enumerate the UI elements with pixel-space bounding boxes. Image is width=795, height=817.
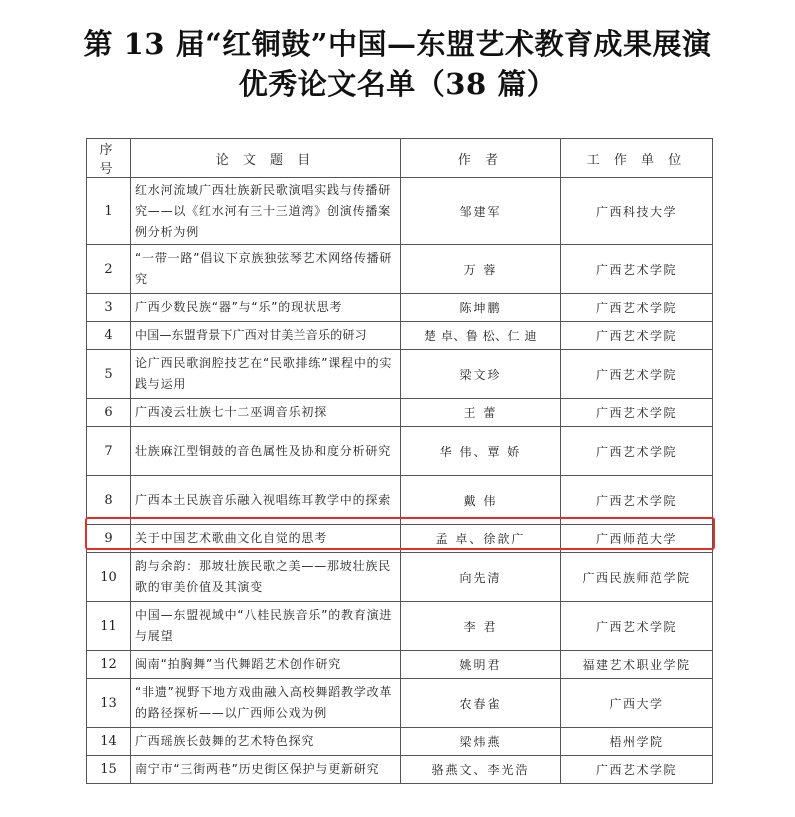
cell-author: 骆燕文、李光浩: [401, 756, 561, 784]
cell-title: 壮族麻江型铜鼓的音色属性及协和度分析研究: [131, 427, 401, 476]
cell-unit: 广西科技大学: [561, 178, 713, 245]
table-header-row: [87, 139, 713, 178]
table-row: [87, 728, 713, 756]
table-row: [87, 602, 713, 651]
cell-no: 15: [87, 756, 131, 784]
cell-title: 闽南“拍胸舞”当代舞蹈艺术创作研究: [131, 651, 401, 679]
cell-title: 广西本土民族音乐融入视唱练耳教学中的探索: [131, 476, 401, 525]
cell-no: 7: [87, 427, 131, 476]
cell-no: 9: [87, 525, 131, 553]
cell-author: 向先清: [401, 553, 561, 602]
cell-author: 孟 卓、徐歆广: [401, 525, 561, 553]
cell-title: 广西凌云壮族七十二巫调音乐初探: [131, 399, 401, 427]
cell-no: 3: [87, 294, 131, 322]
cell-unit: 广西艺术学院: [561, 350, 713, 399]
cell-author: 邹建军: [401, 178, 561, 245]
page-left-edge: [0, 0, 16, 817]
table-row: [87, 553, 713, 602]
cell-no: 4: [87, 322, 131, 350]
table-row: [87, 245, 713, 294]
cell-unit: 广西艺术学院: [561, 322, 713, 350]
table-row: [87, 756, 713, 784]
cell-author: 农春雀: [401, 679, 561, 728]
header-author: 作 者: [401, 139, 561, 178]
cell-title: 南宁市“三街两巷”历史街区保护与更新研究: [131, 756, 401, 784]
table-row: [87, 427, 713, 476]
cell-author: 姚明君: [401, 651, 561, 679]
cell-unit: 广西艺术学院: [561, 245, 713, 294]
cell-no: 14: [87, 728, 131, 756]
cell-title: 韵与余韵：那坡壮族民歌之美——那坡壮族民歌的审美价值及其演变: [131, 553, 401, 602]
header-title: 论 文 题 目: [131, 139, 401, 178]
cell-author: 李 君: [401, 602, 561, 651]
cell-no: 5: [87, 350, 131, 399]
table-row: [87, 178, 713, 245]
cell-author: 梁炜燕: [401, 728, 561, 756]
cell-author: 王 蕾: [401, 399, 561, 427]
cell-author: 楚 卓、鲁 松、仁 迪: [401, 322, 561, 350]
cell-title: 关于中国艺术歌曲文化自觉的思考: [131, 525, 401, 553]
table-row: [87, 476, 713, 525]
cell-title: “一带一路”倡议下京族独弦琴艺术网络传播研究: [131, 245, 401, 294]
cell-unit: 梧州学院: [561, 728, 713, 756]
cell-title: 论广西民歌润腔技艺在“民歌排练”课程中的实践与运用: [131, 350, 401, 399]
cell-no: 2: [87, 245, 131, 294]
cell-author: 梁文珍: [401, 350, 561, 399]
cell-unit: 广西艺术学院: [561, 756, 713, 784]
cell-no: 13: [87, 679, 131, 728]
cell-author: 戴 伟: [401, 476, 561, 525]
cell-no: 11: [87, 602, 131, 651]
cell-unit: 广西艺术学院: [561, 427, 713, 476]
cell-author: 华 伟、覃 娇: [401, 427, 561, 476]
cell-title: 红水河流域广西壮族新民歌演唱实践与传播研究——以《红水河有三十三道湾》创演传播案例分析为例: [131, 178, 401, 245]
cell-unit: 广西民族师范学院: [561, 553, 713, 602]
table-row: [87, 322, 713, 350]
table-row: [87, 525, 713, 553]
cell-no: 1: [87, 178, 131, 245]
table-row: [87, 679, 713, 728]
cell-author: 万 蓉: [401, 245, 561, 294]
cell-no: 12: [87, 651, 131, 679]
title-line-2: 优秀论文名单（38 篇）: [238, 67, 557, 101]
table-row: [87, 350, 713, 399]
cell-title: 中国—东盟视域中“八桂民族音乐”的教育演进与展望: [131, 602, 401, 651]
cell-no: 6: [87, 399, 131, 427]
cell-unit: 广西艺术学院: [561, 602, 713, 651]
cell-no: 8: [87, 476, 131, 525]
cell-unit: 广西艺术学院: [561, 399, 713, 427]
header-unit: 工 作 单 位: [561, 139, 713, 178]
cell-unit: 广西大学: [561, 679, 713, 728]
cell-unit: 福建艺术职业学院: [561, 651, 713, 679]
cell-unit: 广西师范大学: [561, 525, 713, 553]
cell-title: “非遗”视野下地方戏曲融入高校舞蹈教学改革的路径探析——以广西师公戏为例: [131, 679, 401, 728]
document-title: [0, 24, 795, 104]
cell-title: 广西少数民族“器”与“乐”的现状思考: [131, 294, 401, 322]
cell-author: 陈坤鹏: [401, 294, 561, 322]
cell-unit: 广西艺术学院: [561, 476, 713, 525]
paper-list-table: [86, 138, 713, 784]
cell-title: 广西瑶族长鼓舞的艺术特色探究: [131, 728, 401, 756]
table-row: [87, 399, 713, 427]
header-no: 序号: [87, 139, 131, 178]
cell-title: 中国—东盟背景下广西对甘美兰音乐的研习: [131, 322, 401, 350]
cell-unit: 广西艺术学院: [561, 294, 713, 322]
table-row: [87, 651, 713, 679]
table-row: [87, 294, 713, 322]
cell-no: 10: [87, 553, 131, 602]
title-line-1: 第 13 届“红铜鼓”中国—东盟艺术教育成果展演: [83, 27, 712, 61]
